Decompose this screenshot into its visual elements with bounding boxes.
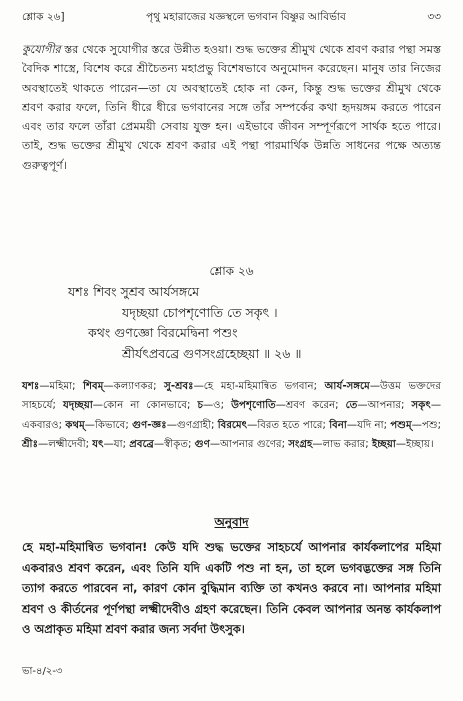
purport-paragraph [22,40,441,175]
synonym-term: যৎ [92,439,104,451]
paragraph-text: স্তর থেকে সুযোগীর স্তরে উন্নীত হওয়া। শুদ্ধ ভক্তের শ্রীমুখ থেকে শ্রবণ করার পন্থা সমস্ত বৈদিক শাস্ত্রে, বিশেষ করে শ্রীচৈতন্য মহাপ্রভু বিশেষভাবে অনুমোদন করেছেন। মানুষ তার নিজের অবস্থাতেই থাকতে পারেন—তা যে অবস্থাতেই হোক না কেন, কিন্তু শুদ্ধ ভক্তের শ্রীমুখ থেকে শ্রবণ করার ফলে, তিনি ধীরে ধীরে ভগবানের সঙ্গে তাঁর সম্পর্কের কথা হৃদয়ঙ্গম করতে পারেন এবং তার ফলে তাঁরা প্রেমময়ী সেবায় যুক্ত হন। এইভাবে জীবন সম্পূর্ণরূপে সার্থক হতে পারে। তাই, শুদ্ধ ভক্তের শ্রীমুখ থেকে শ্রবণ করার এই পন্থা পারমার্থিক উন্নতি সাধনের পক্ষে অত্যন্ত গুরুত্বপূর্ণ। [22,43,441,172]
synonym-meaning: বিরত হতে পারে [257,419,323,431]
synonym-meaning: কোন না কোনভাবে [102,400,187,412]
synonym-term: বিনা [329,419,347,431]
synonym-meaning: লক্ষ্মীদেবী [48,439,86,451]
synonym-term: উপশৃণোতি [231,400,276,412]
verse-heading: শ্লোক ২৬ [209,264,254,278]
verse-line: যশঃ শিবং সুশ্রব আর্যসঙ্গমে [68,284,200,299]
verse-line: কথং গুণজ্ঞো বিরমেদ্বিনা পশুং [88,325,238,340]
synonym-term: যদৃচ্ছয়া [62,400,93,412]
verse-line: শ্রীর্যৎপ্রবব্রে গুণসংগ্রহেচ্ছয়া ॥ ২৬ ॥ [122,345,302,361]
verse-line: যদৃচ্ছয়া চোপশৃণোতি তে সকৃৎ । [122,304,278,320]
signature-mark: ভা-৪/২-৩ [22,666,63,677]
synonym-meaning: ও [213,400,221,412]
synonym-meaning: একবারও [22,419,59,431]
verse-reference: শ্লোক ২৬] [22,11,65,23]
synonym-term: সংগ্রহ [288,439,313,451]
synonym-term: সকৃৎ [411,400,431,412]
synonym-meaning: স্বীকৃত [164,439,188,451]
running-title: পৃথু মহারাজের যজ্ঞস্থলে ভগবান বিষ্ণুর আবির্ভাব [146,11,346,23]
italic-lead-word: কুযোগীর [22,43,61,56]
synonym-term: শ্রীঃ [22,439,39,451]
synonym-meaning: কল্যাণকর [113,381,154,392]
synonym-term: যশঃ [22,381,40,392]
synonym-meaning: আপনার [367,400,402,412]
synonym-meaning: যা [113,439,123,451]
page-header [22,10,441,28]
synonym-meaning: যদি না [357,419,384,431]
synonym-term: কথম্ [65,419,85,431]
synonym-meaning: গুণগ্রাহী [176,419,211,431]
synonym-term: তে [345,400,358,412]
page-number: ৩৩ [427,11,441,23]
synonym-term: আর্য-সঙ্গমে [324,381,370,392]
verse-block [60,282,403,364]
synonym-meaning: কিভাবে [94,419,126,431]
synonym-term: শিবম্ [83,381,104,392]
synonym-term: প্রবব্রে [129,439,154,451]
translation-text: হে মহা-মহিমান্বিত ভগবান! কেউ যদি শুদ্ধ ভক্তের সাহচর্যে আপনার কার্যকলাপের মহিমা একবারও শ্রবণ করেন, এবং তিনি যদি একটি পশু না হন, তা হলে ভগবদ্ভক্তের সঙ্গ তিনি ত্যাগ করতে পারবেন না, কারণ কোন বুদ্ধিমান ব্যক্তি তা কখনও করবে না। আপনার মহিমা শ্রবণ ও কীর্তনের পূর্ণপন্থা লক্ষ্মীদেবীও গ্রহণ করেছেন। তিনি কেবল আপনার অনন্ত কার্যকলাপ ও অপ্রাকৃত মহিমা শ্রবণ করার জন্য সর্বদা উৎসুক। [22,540,441,637]
synonym-term: গুণ [194,439,210,451]
synonym-term: ইচ্ছয়া [371,439,396,451]
translation-heading: অনুবাদ [214,515,249,529]
synonym-term: বিরমেৎ [217,419,248,431]
synonym-term: পশুম্ [390,419,412,431]
synonym-meaning: উত্তম ভক্তদের সাহচর্যে [22,381,442,412]
synonym-meaning: লাভ করার [322,439,366,451]
synonym-term: চ [197,400,203,412]
synonym-meaning: শ্রবণ করেন [285,400,336,412]
synonym-meaning: হে মহা-মহিমান্বিত ভগবান [203,381,314,392]
synonym-term: গুণ-জ্ঞঃ [132,419,167,431]
synonym-meaning: পশু [421,419,438,431]
synonym-meaning: ইচ্ছায় [406,439,430,451]
synonym-term: সু-শ্রবঃ [164,381,194,392]
synonym-meaning: আপনার গুণের [220,439,282,451]
synonym-meaning: মহিমা [49,381,73,392]
word-for-word-synonyms: যশঃ—মহিমা; শিবম্—কল্যাণকর; সু-শ্রবঃ—হে মহা-মহিমান্বিত ভগবান; আর্য-সঙ্গমে—উত্তম ভক্তদের সাহচর্যে; যদৃচ্ছয়া—কোন না কোনভাবে; চ—ও; উপশৃণোতি—শ্রবণ করেন; তে—আপনার; সকৃৎ—একবারও; কথম্—কিভাবে; গুণ-জ্ঞঃ—গুণগ্রাহী; বিরমেৎ—বিরত হতে পারে; বিনা—যদি না; পশুম্—পশু; শ্রীঃ—লক্ষ্মীদেবী; যৎ—যা; প্রবব্রে—স্বীকৃত; গুণ—আপনার গুণের; সংগ্রহ—লাভ করার; ইচ্ছয়া—ইচ্ছায়। [22,381,442,451]
